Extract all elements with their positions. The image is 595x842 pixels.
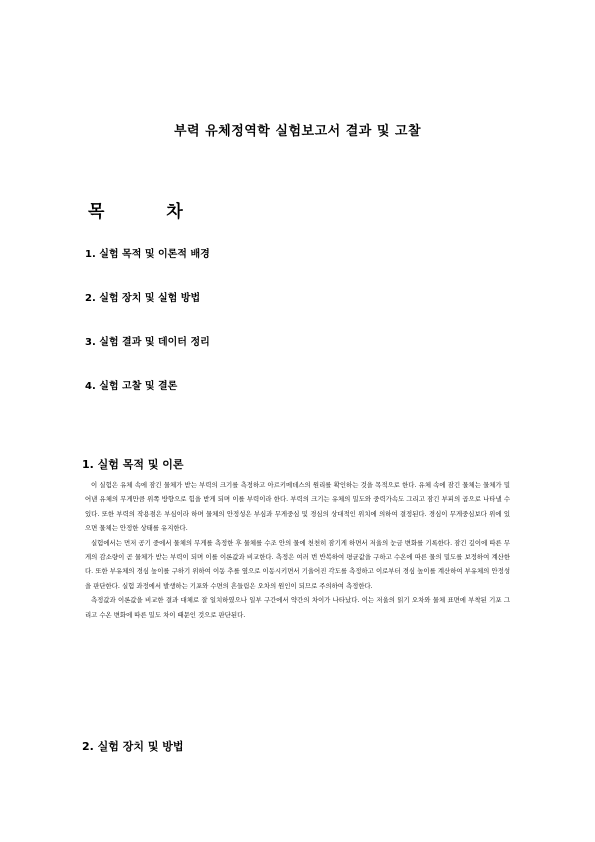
toc-item: 2. 실험 장치 및 실험 방법: [85, 293, 201, 304]
toc-item: 1. 실험 목적 및 이론적 배경: [85, 249, 210, 260]
toc-item: 3. 실험 결과 및 데이터 정리: [85, 337, 210, 348]
body-paragraph: 이 실험은 유체 속에 잠긴 물체가 받는 부력의 크기를 측정하고 아르키메데스의 원리를 확인하는 것을 목적으로 한다. 유체 속에 잠긴 물체는 물체가 밀어낸 유체의 무게만큼 위쪽 방향으로 힘을 받게 되며 이를 부력이라 한다. 부력의 크기는 유체의 밀도와 중력가속도 그리고 잠긴 부피의 곱으로 나타낼 수 있다. 또한 부력의 작용점은 부심이라 하며 물체의 안정성은 부심과 무게중심 및 경심의 상대적인 위치에 의하여 결정된다. 경심이 무게중심보다 위에 있으면 물체는 안정한 상태를 유지한다.: [85, 481, 510, 533]
section-heading: 1. 실험 목적 및 이론: [82, 458, 184, 471]
section-body: [85, 478, 510, 622]
document-title: 부력 유체정역학 실험보고서 결과 및 고찰: [173, 124, 422, 139]
toc-item: 4. 실험 고찰 및 결론: [85, 381, 178, 392]
table-of-contents: [85, 247, 210, 423]
body-paragraph: 실험에서는 먼저 공기 중에서 물체의 무게를 측정한 후 물체를 수조 안의 물에 천천히 잠기게 하면서 저울의 눈금 변화를 기록한다. 잠긴 깊이에 따른 무게의 감소량이 곧 물체가 받는 부력이 되며 이를 이론값과 비교한다. 측정은 여러 번 반복하여 평균값을 구하고 수온에 따른 물의 밀도를 보정하여 계산한다. 또한 부유체의 경심 높이를 구하기 위하여 이동 추를 옆으로 이동시키면서 기울어진 각도를 측정하고 이로부터 경심 높이를 계산하여 부유체의 안정성을 판단한다. 실험 과정에서 발생하는 기포와 수면의 흔들림은 오차의 원인이 되므로 주의하여 측정한다.: [85, 538, 510, 590]
body-paragraph: 측정값과 이론값을 비교한 결과 대체로 잘 일치하였으나 일부 구간에서 약간의 차이가 나타났다. 이는 저울의 읽기 오차와 물체 표면에 부착된 기포 그리고 수온 변화에 따른 밀도 차이 때문인 것으로 판단된다.: [85, 596, 510, 619]
toc-heading: 목 차: [88, 202, 211, 222]
section-heading: 2. 실험 장치 및 방법: [82, 740, 184, 753]
